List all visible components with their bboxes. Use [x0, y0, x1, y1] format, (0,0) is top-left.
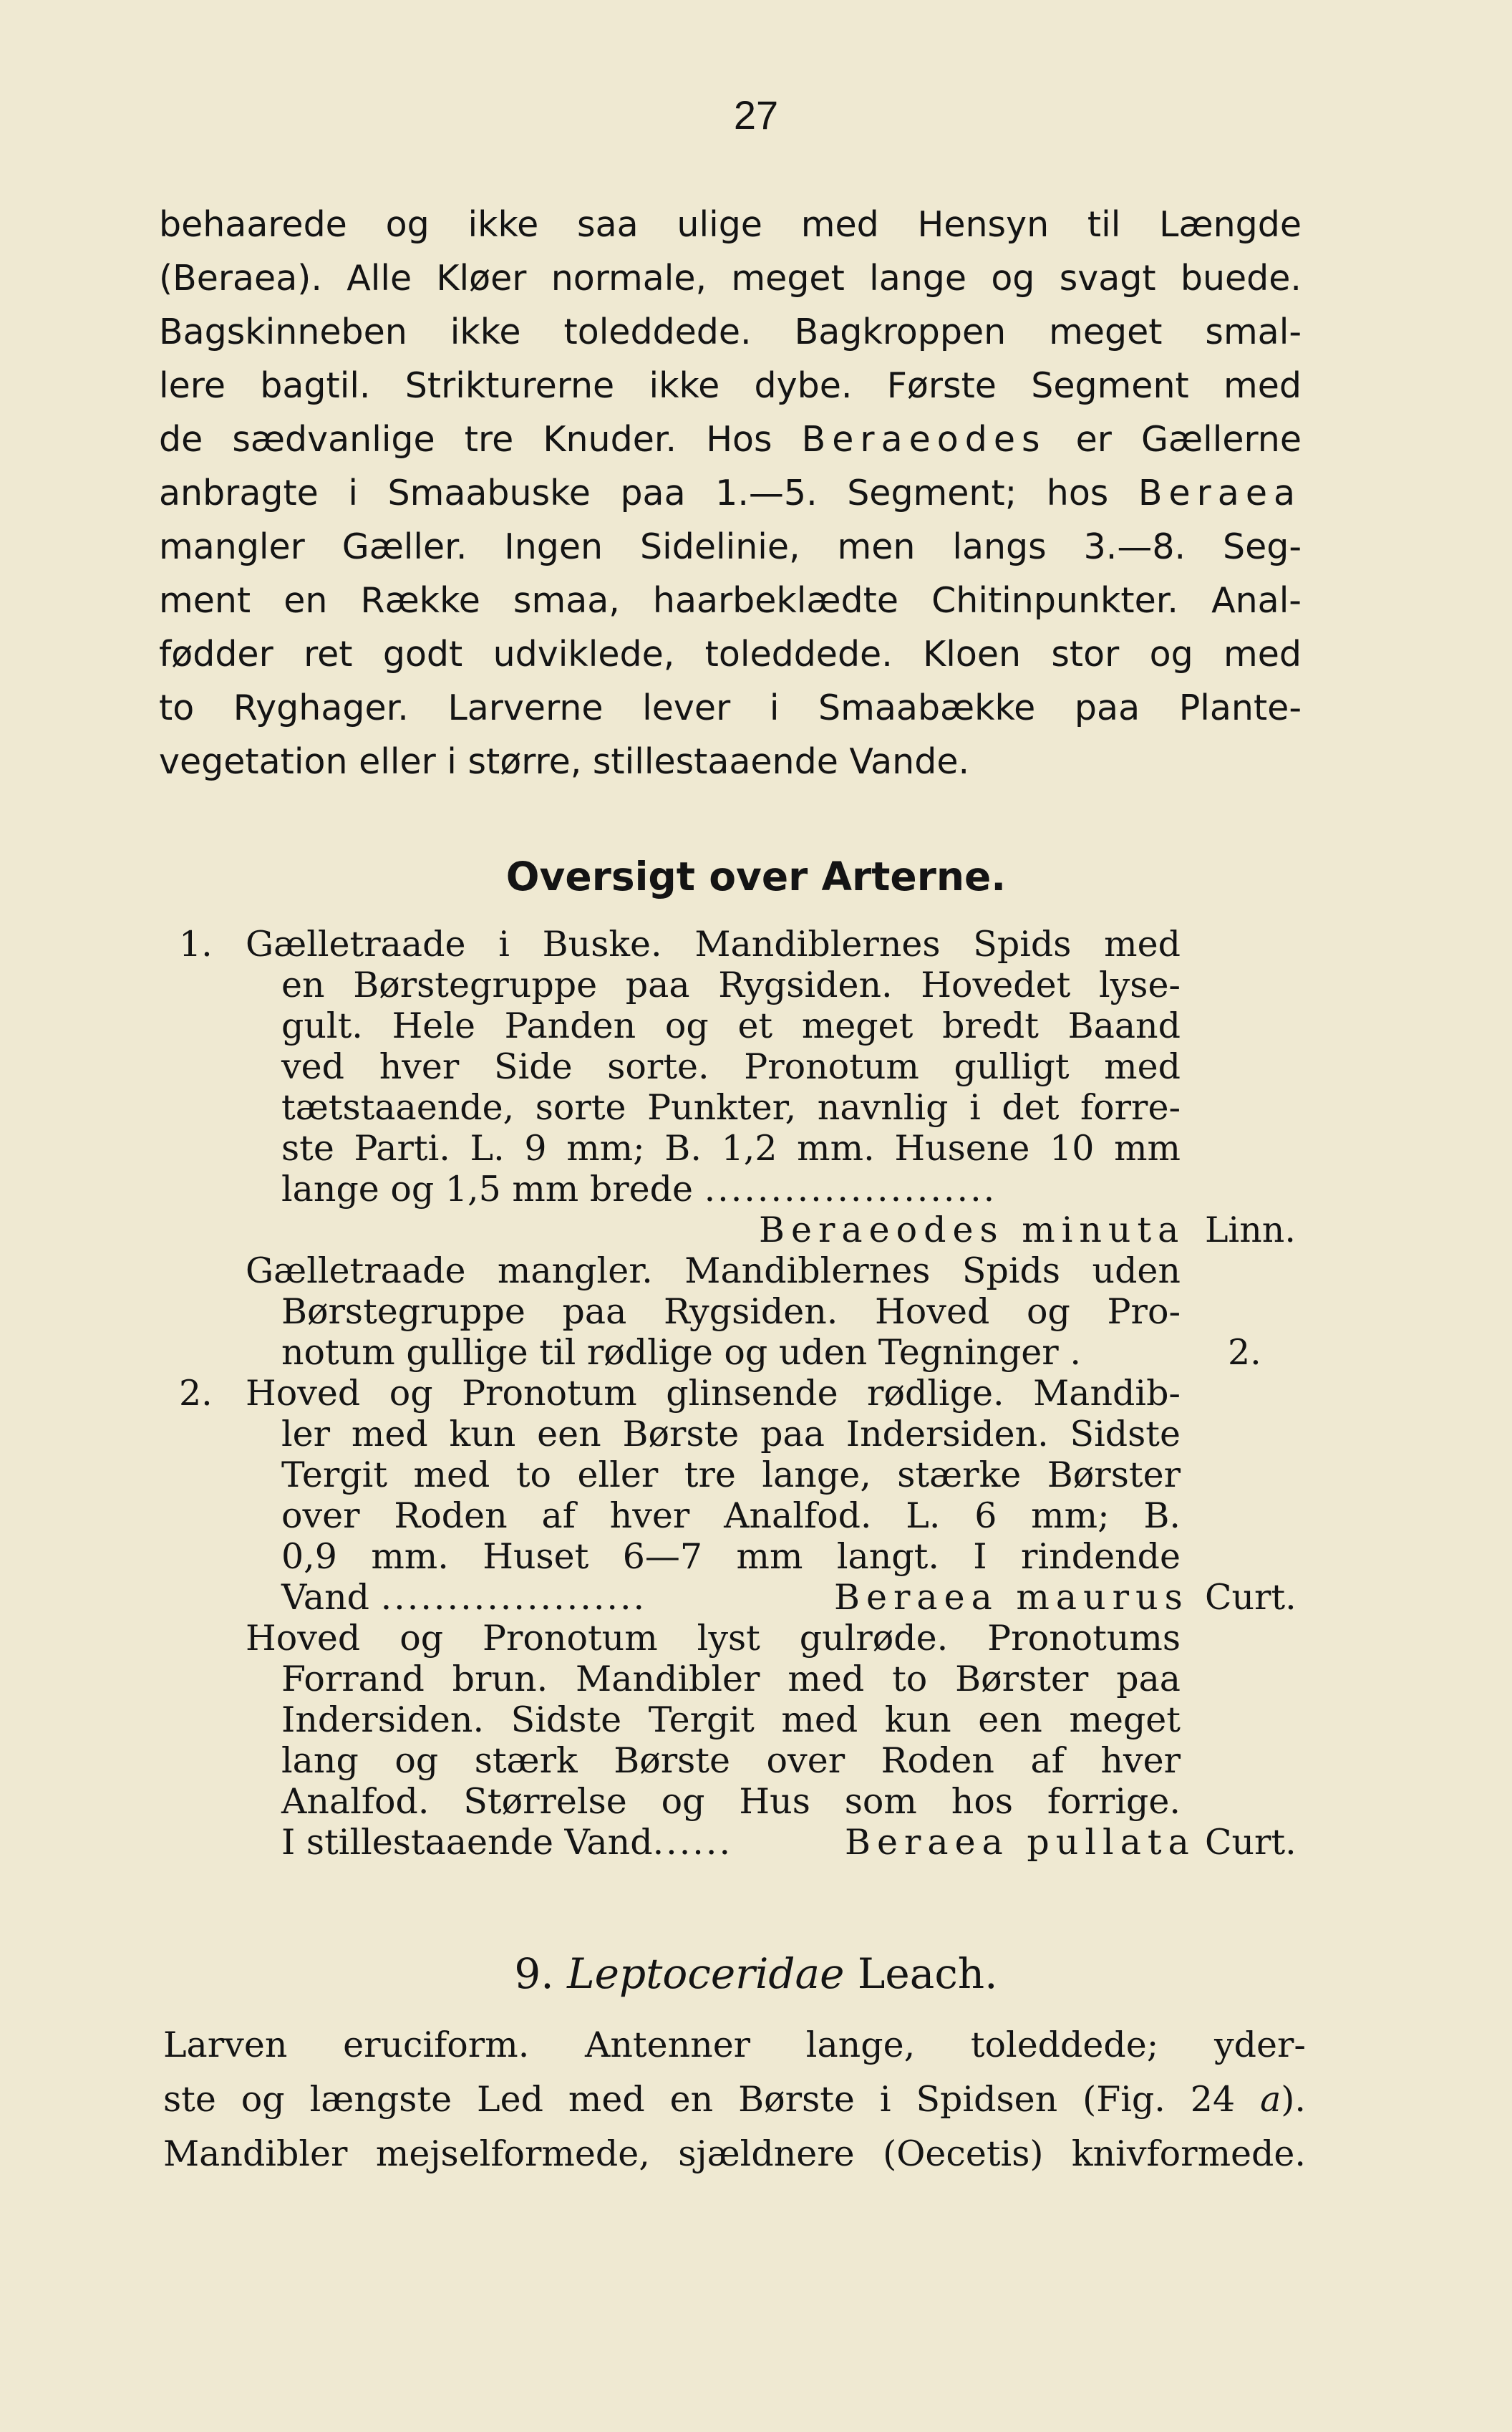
text-line: mangler Gæller. Ingen Sidelinie, men langs 3.—8. Seg-: [159, 526, 1302, 567]
text-line: lere bagtil. Strikturerne ikke dybe. Første Segment med: [159, 365, 1302, 406]
species-label: Beraea pullata: [845, 1822, 1196, 1863]
text-line: to Ryghager. Larverne lever i Smaabække paa Plante-: [159, 687, 1302, 728]
key-line: Gælletraade mangler. Mandiblernes Spids uden: [246, 1250, 1181, 1291]
text-line: behaarede og ikke saa ulige med Hensyn til Længde: [159, 204, 1302, 245]
key-line: gult. Hele Panden og et meget bredt Baand: [281, 1005, 1181, 1046]
key-line: Gælletraade i Buske. Mandiblernes Spids med: [246, 924, 1181, 965]
key-heading: Oversigt over Arterne.: [505, 854, 1007, 899]
leader-dots: ......: [652, 1822, 733, 1863]
couplet-number: 2.: [179, 1373, 213, 1414]
text-span: er Gællerne: [1046, 419, 1302, 460]
species-name: [845, 1822, 1196, 1863]
key-line: ved hver Side sorte. Pronotum gulligt med: [281, 1046, 1181, 1087]
key-line: [281, 1822, 732, 1863]
family-author: Leach.: [857, 1949, 998, 1998]
page-number: 27: [733, 92, 779, 137]
family-name: Leptoceridae: [567, 1949, 845, 1998]
species-author: Curt.: [1205, 1822, 1297, 1863]
text-span: ste og længste Led med en Børste i Spidsen (Fig. 24: [163, 2079, 1261, 2120]
family-heading: [0, 1949, 1512, 1998]
text-line: Larven eruciform. Antenner lange, toleddede; yder-: [163, 2025, 1306, 2065]
key-line: over Roden af hver Analfod. L. 6 mm; B.: [281, 1495, 1181, 1536]
key-line: ler med kun een Børste paa Indersiden. Sidste: [281, 1414, 1181, 1454]
text-span: ).: [1281, 2079, 1306, 2120]
species-label: Beraea maurus: [834, 1577, 1189, 1618]
text-line: [163, 2072, 1306, 2127]
leader-dots: ......................: [704, 1169, 997, 1210]
key-line: Indersiden. Sidste Tergit med kun een meget: [281, 1699, 1181, 1740]
species-name: [834, 1577, 1189, 1618]
text-span: notum gullige til rødlige og uden Tegninger: [281, 1332, 1059, 1373]
text-span: anbragte i Smaabuske paa 1.—5. Segment; hos: [159, 473, 1138, 513]
species-label: Beraeodes minuta: [759, 1210, 1186, 1250]
genus-name: Beraea: [1138, 473, 1302, 513]
key-line: [281, 1332, 1083, 1373]
key-line: ste Parti. L. 9 mm; B. 1,2 mm. Husene 10 mm: [281, 1128, 1181, 1169]
key-line: Tergit med to eller tre lange, stærke Børster: [281, 1454, 1181, 1495]
key-line: 0,9 mm. Huset 6—7 mm langt. I rindende: [281, 1536, 1181, 1577]
key-line: tætstaaende, sorte Punkter, navnlig i det forre-: [281, 1087, 1181, 1128]
key-line: [281, 1577, 646, 1618]
species-author: Linn.: [1205, 1210, 1296, 1250]
key-line: Hoved og Pronotum lyst gulrøde. Pronotums: [246, 1618, 1181, 1659]
family-number: 9.: [514, 1949, 554, 1998]
species-author: Curt.: [1205, 1577, 1297, 1618]
family-description: [163, 2018, 1306, 2181]
key-line: lang og stærk Børste over Roden af hver: [281, 1740, 1181, 1781]
text-span: de sædvanlige tre Knuder. Hos: [159, 419, 802, 460]
leader-dots: .: [1070, 1332, 1083, 1373]
text-span: I stillestaaende Vand: [281, 1822, 653, 1863]
couplet-reference: 2.: [1228, 1332, 1261, 1373]
text-line: [159, 412, 1302, 466]
text-span: lange og 1,5 mm brede: [281, 1169, 693, 1210]
text-line: vegetation eller i større, stillestaaende Vande.: [159, 741, 970, 782]
text-line: Bagskinneben ikke toleddede. Bagkroppen meget smal-: [159, 312, 1302, 352]
text-line: [159, 466, 1302, 520]
leader-dots: ....................: [380, 1577, 647, 1618]
key-line: Børstegruppe paa Rygsiden. Hoved og Pro-: [281, 1291, 1181, 1332]
text-line: (Beraea). Alle Kløer normale, meget lange og svagt buede.: [159, 258, 1302, 299]
intro-paragraph: [159, 198, 1302, 788]
text-line: fødder ret godt udviklede, toleddede. Kloen stor og med: [159, 634, 1302, 675]
key-line: en Børstegruppe paa Rygsiden. Hovedet lyse-: [281, 965, 1181, 1005]
key-line: [281, 1169, 997, 1210]
couplet-number: 1.: [179, 924, 213, 965]
key-line: Forrand brun. Mandibler med to Børster paa: [281, 1659, 1181, 1699]
text-line: ment en Række smaa, haarbeklædte Chitinpunkter. Anal-: [159, 580, 1302, 621]
genus-name: Beraeodes: [801, 419, 1047, 460]
figure-letter: a: [1260, 2079, 1281, 2120]
text-line: Mandibler mejselformede, sjældnere (Oecetis) knivformede.: [163, 2133, 1306, 2174]
key-line: Analfod. Størrelse og Hus som hos forrige.: [281, 1781, 1181, 1822]
text-span: Vand: [281, 1577, 370, 1618]
species-name: [759, 1210, 1185, 1250]
key-line: Hoved og Pronotum glinsende rødlige. Mandib-: [246, 1373, 1181, 1414]
